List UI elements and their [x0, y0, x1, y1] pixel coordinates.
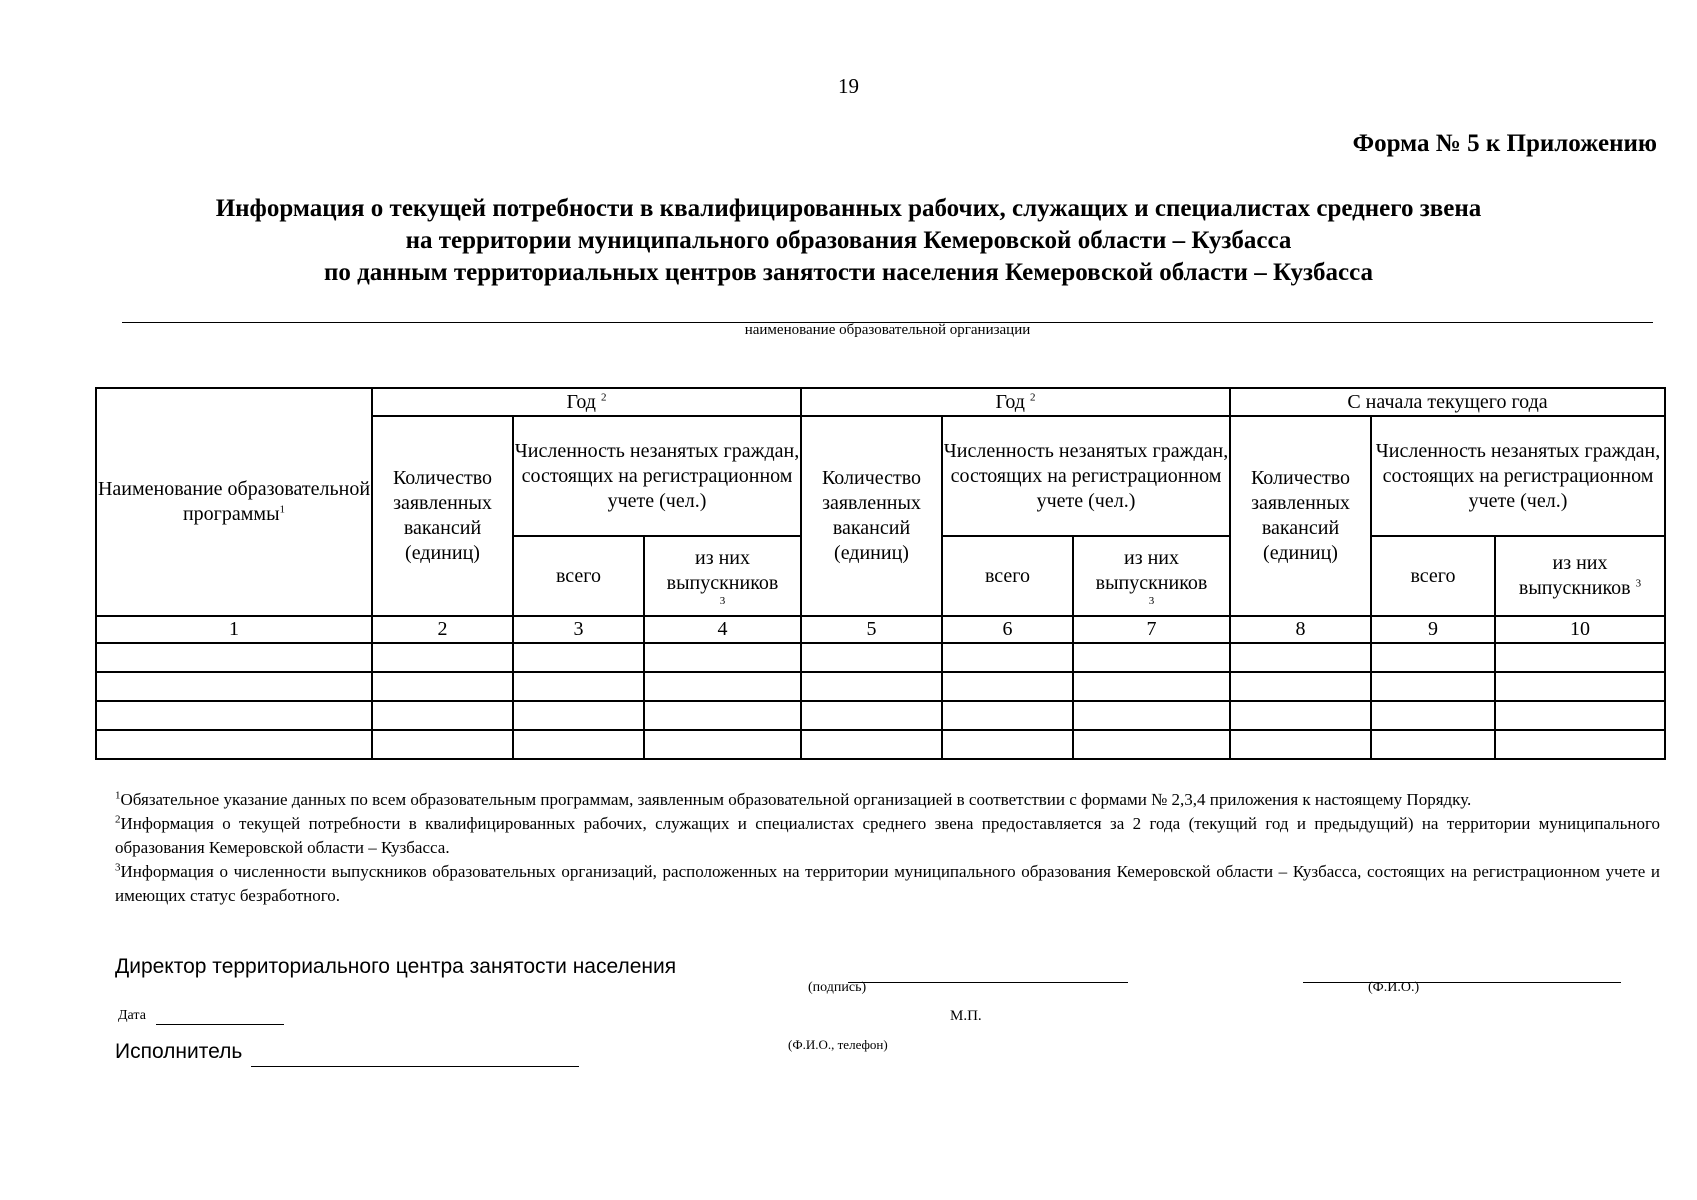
table-cell[interactable]: [1073, 730, 1230, 759]
table-cell[interactable]: [942, 730, 1073, 759]
table-cell[interactable]: [1073, 643, 1230, 672]
table-cell[interactable]: [1495, 730, 1665, 759]
date-label: Дата: [118, 1008, 146, 1023]
current-year-header: С начала текущего года: [1230, 388, 1665, 416]
table-row: [96, 643, 1665, 672]
column-number: 9: [1371, 616, 1495, 643]
footnote-2: $^2$Информация о текущей потребности в квалифицированных рабочих, служащих и специалистах среднего звена предоставляется за 2 года (текущий год и предыдущий) на территории муниципального образования Кемеровской области – Кузбасса.: [115, 813, 1660, 857]
footnote-ref-2: 2: [600, 390, 607, 403]
needs-table: [95, 387, 1666, 760]
table-cell[interactable]: [1230, 701, 1371, 730]
fio-line[interactable]: [1303, 982, 1621, 983]
table-cell[interactable]: [513, 643, 644, 672]
unemployed-header-1: Численность незанятых граждан, состоящих на регистрационном учете (чел.): [513, 416, 801, 536]
org-name-caption: наименование образовательной организации: [744, 322, 1031, 338]
program-header: Наименование образовательной программы$^1$: [96, 388, 372, 616]
table-cell[interactable]: [1230, 672, 1371, 701]
signature-caption: (подпись): [808, 980, 867, 995]
executor-label: Исполнитель: [115, 1040, 243, 1063]
column-number: 2: [372, 616, 513, 643]
unemployed-header-3: Численность незанятых граждан, состоящих на регистрационном учете (чел.): [1371, 416, 1665, 536]
footnotes: [115, 788, 1660, 908]
table-cell[interactable]: [801, 701, 942, 730]
footnote-ref-1: 1: [279, 503, 286, 516]
table-cell[interactable]: [513, 730, 644, 759]
table-cell[interactable]: [96, 643, 372, 672]
table-cell[interactable]: [1495, 643, 1665, 672]
title-line-1: Информация о текущей потребности в квалифицированных рабочих, служащих и специалистах среднего звена: [215, 195, 1482, 222]
title-line-2: на территории муниципального образования Кемеровской области – Кузбасса: [405, 227, 1292, 254]
director-label: Директор территориального центра занятости населения: [115, 955, 677, 978]
table-cell[interactable]: [96, 701, 372, 730]
vacancies-header-1: Количество заявленных вакансий (единиц): [372, 416, 513, 616]
executor-line[interactable]: [251, 1066, 579, 1067]
column-number: 7: [1073, 616, 1230, 643]
total-header-3: всего: [1371, 536, 1495, 616]
table-cell[interactable]: [372, 730, 513, 759]
column-number: 6: [942, 616, 1073, 643]
table-row: [96, 730, 1665, 759]
footnote-ref-3: 3: [1635, 577, 1642, 590]
stamp-place: М.П.: [950, 1008, 982, 1024]
table-cell[interactable]: [372, 672, 513, 701]
table-cell[interactable]: [372, 643, 513, 672]
table-cell[interactable]: [1495, 672, 1665, 701]
total-header-2: всего: [942, 536, 1073, 616]
table-cell[interactable]: [1495, 701, 1665, 730]
date-line[interactable]: [156, 1024, 284, 1025]
graduates-header-2: из них выпускников 3: [1073, 536, 1230, 616]
table-cell[interactable]: [513, 701, 644, 730]
table-cell[interactable]: [96, 730, 372, 759]
column-number-row: [96, 616, 1665, 643]
table-cell[interactable]: [801, 730, 942, 759]
column-number: 8: [1230, 616, 1371, 643]
table-cell[interactable]: [644, 730, 801, 759]
table-row: [96, 701, 1665, 730]
total-header-1: всего: [513, 536, 644, 616]
year-2-header: Год $^2$: [801, 388, 1230, 416]
column-number: 4: [644, 616, 801, 643]
column-number: 10: [1495, 616, 1665, 643]
table-cell[interactable]: [801, 643, 942, 672]
table-cell[interactable]: [1073, 701, 1230, 730]
year-1-header: Год $^2$: [372, 388, 801, 416]
table-cell[interactable]: [644, 672, 801, 701]
vacancies-header-3: Количество заявленных вакансий (единиц): [1230, 416, 1371, 616]
form-label: Форма № 5 к Приложению: [1352, 130, 1657, 157]
footnote-ref-3: 3: [1148, 595, 1155, 607]
footnote-ref-2: 2: [1029, 390, 1036, 403]
graduates-header-1: из них выпускников 3: [644, 536, 801, 616]
page-number: 19: [838, 74, 859, 98]
column-number: 3: [513, 616, 644, 643]
table-cell[interactable]: [942, 672, 1073, 701]
table-cell[interactable]: [942, 643, 1073, 672]
footnote-3: $^3$Информация о численности выпускников образовательных организаций, расположенных на территории муниципального образования Кемеровской области – Кузбасса, состоящих на регистрационном учете и имеющих статус безработного.: [115, 861, 1660, 905]
fio-phone-caption: (Ф.И.О., телефон): [788, 1037, 888, 1052]
column-number: 1: [96, 616, 372, 643]
document-title: [0, 193, 1697, 289]
title-line-3: по данным территориальных центров занятости населения Кемеровской области – Кузбасса: [323, 259, 1374, 286]
table-cell[interactable]: [1371, 730, 1495, 759]
table-cell[interactable]: [96, 672, 372, 701]
table-cell[interactable]: [1230, 643, 1371, 672]
table-cell[interactable]: [644, 701, 801, 730]
footnote-ref-3: 3: [719, 595, 726, 607]
fio-caption: (Ф.И.О.): [1368, 980, 1420, 995]
unemployed-header-2: Численность незанятых граждан, состоящих на регистрационном учете (чел.): [942, 416, 1230, 536]
table-cell[interactable]: [644, 643, 801, 672]
signature-line[interactable]: [848, 982, 1128, 983]
table-cell[interactable]: [1073, 672, 1230, 701]
table-cell[interactable]: [1371, 643, 1495, 672]
table-cell[interactable]: [801, 672, 942, 701]
table-row: [96, 672, 1665, 701]
table-cell[interactable]: [372, 701, 513, 730]
table-cell[interactable]: [1371, 701, 1495, 730]
graduates-header-3: из них выпускников $^3$: [1495, 536, 1665, 616]
footnote-1: $^1$Обязательное указание данных по всем образовательным программам, заявленным образовательной организацией в соответствии с формами № 2,3,4 приложения к настоящему Порядку.: [115, 789, 1472, 809]
table-cell[interactable]: [1230, 730, 1371, 759]
column-number: 5: [801, 616, 942, 643]
table-cell[interactable]: [1371, 672, 1495, 701]
table-cell[interactable]: [942, 701, 1073, 730]
table-cell[interactable]: [513, 672, 644, 701]
table-header-row-years: [96, 388, 1665, 416]
vacancies-header-2: Количество заявленных вакансий (единиц): [801, 416, 942, 616]
